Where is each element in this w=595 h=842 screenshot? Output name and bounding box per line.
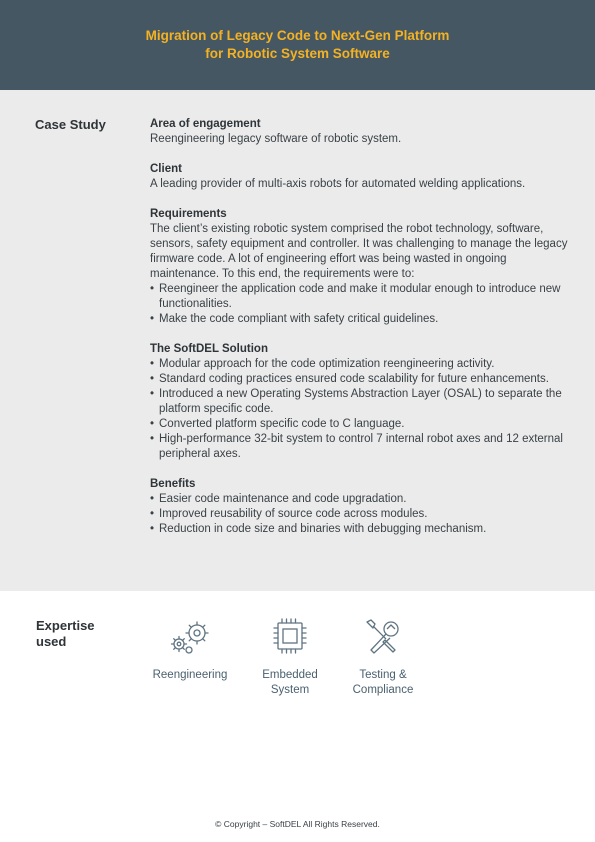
title-line-2: for Robotic System Software <box>205 46 390 61</box>
expertise-line-2: System <box>270 684 310 696</box>
area-heading: Area of engagement <box>150 118 261 130</box>
case-study-section <box>0 90 595 591</box>
tools-icon <box>360 618 406 656</box>
benefits-section <box>150 477 570 537</box>
requirements-section <box>150 207 570 327</box>
solution-list <box>150 357 570 462</box>
case-study-label: Case Study <box>35 117 106 132</box>
requirements-heading: Requirements <box>150 208 227 220</box>
list-item: • Reengineer the application code and make it modular enough to introduce new functionalities. <box>150 282 570 312</box>
footer-copyright: © Copyright – SoftDEL All Rights Reserved. <box>215 819 380 829</box>
client-heading: Client <box>150 163 182 175</box>
requirements-text: The client’s existing robotic system comprised the robot technology, software, sensors, safety equipment and controller. It was challenging to manage the legacy firmware code. A lot of engineering effort was being wasted in ongoing maintenance. To this end, the requirements were to: <box>150 223 568 280</box>
benefits-list <box>150 492 570 537</box>
client-section <box>150 162 570 192</box>
expertise-item-reengineering <box>140 618 240 683</box>
expertise-label <box>36 618 95 650</box>
expertise-label-text <box>333 668 433 698</box>
expertise-label-line-2: used <box>36 634 67 649</box>
area-section <box>150 117 570 147</box>
header-banner <box>0 0 595 90</box>
benefits-heading: Benefits <box>150 478 196 490</box>
client-text: A leading provider of multi-axis robots for automated welding applications. <box>150 178 526 190</box>
expertise-label-text <box>140 668 240 683</box>
expertise-line-2: Compliance <box>352 684 414 696</box>
case-study-content <box>150 117 570 552</box>
list-item: • Modular approach for the code optimization reengineering activity. <box>150 357 570 372</box>
area-text: Reengineering legacy software of robotic system. <box>150 133 402 145</box>
expertise-label-line-1: Expertise <box>36 618 95 633</box>
list-item: • Reduction in code size and binaries with debugging mechanism. <box>150 522 570 537</box>
list-item: • Make the code compliant with safety critical guidelines. <box>150 312 570 327</box>
expertise-line-1: Testing & <box>359 669 407 681</box>
list-item: • Introduced a new Operating Systems Abstraction Layer (OSAL) to separate the platform specific code. <box>150 387 570 417</box>
chip-icon <box>267 618 313 656</box>
list-item: • High-performance 32-bit system to control 7 internal robot axes and 12 external peripheral axes. <box>150 432 570 462</box>
expertise-item-embedded-system <box>240 618 340 698</box>
expertise-line-1: Reengineering <box>152 669 228 681</box>
list-item: • Easier code maintenance and code upgradation. <box>150 492 570 507</box>
list-item: • Converted platform specific code to C language. <box>150 417 570 432</box>
expertise-line-1: Embedded <box>262 669 318 681</box>
expertise-item-testing-compliance <box>333 618 433 698</box>
requirements-list <box>150 282 570 327</box>
gears-icon <box>167 618 213 656</box>
list-item: • Improved reusability of source code across modules. <box>150 507 570 522</box>
expertise-label-text <box>240 668 340 698</box>
title-line-1: Migration of Legacy Code to Next-Gen Platform <box>145 28 450 43</box>
solution-section <box>150 342 570 462</box>
solution-heading: The SoftDEL Solution <box>150 343 268 355</box>
list-item: • Standard coding practices ensured code scalability for future enhancements. <box>150 372 570 387</box>
